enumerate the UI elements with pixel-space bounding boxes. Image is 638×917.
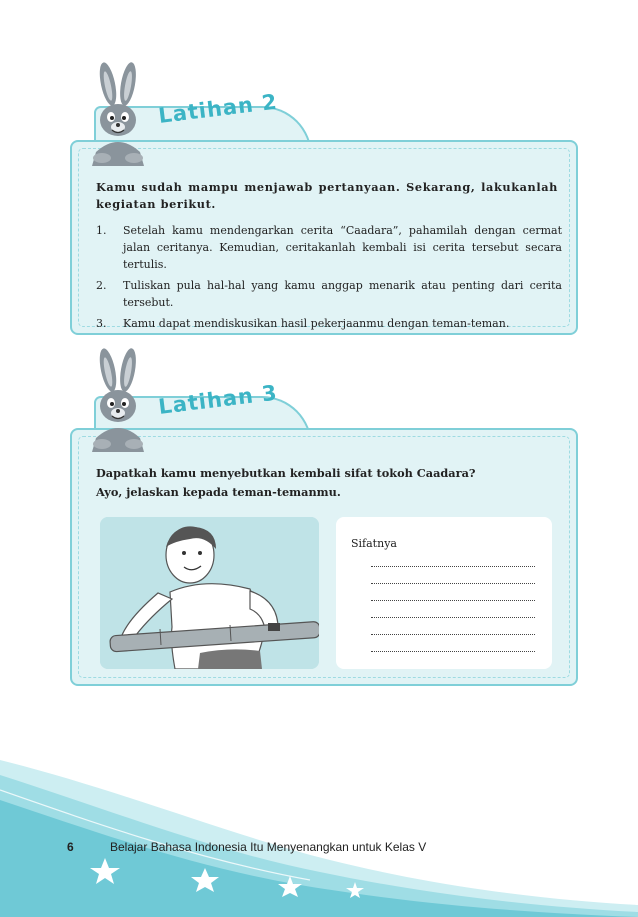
list-item: 2. Tuliskan pula hal-hal yang kamu anggap menarik atau penting dari cerita tersebut. bbox=[96, 279, 562, 309]
answer-line[interactable] bbox=[371, 583, 535, 584]
answer-box bbox=[336, 517, 552, 669]
answer-line[interactable] bbox=[371, 566, 535, 567]
exercise-2-title: Latihan 2 bbox=[157, 89, 279, 128]
book-title-footer: Belajar Bahasa Indonesia Itu Menyenangkan untuk Kelas V bbox=[110, 840, 427, 854]
boy-carrying-bamboo-image bbox=[100, 517, 319, 669]
answer-line[interactable] bbox=[371, 634, 535, 635]
rabbit-mascot-icon bbox=[88, 348, 150, 454]
list-item: 3. Kamu dapat mendiskusikan hasil pekerjaanmu dengan teman-teman. bbox=[96, 317, 510, 330]
answer-line[interactable] bbox=[371, 617, 535, 618]
caadara-illustration bbox=[100, 517, 319, 669]
answer-line[interactable] bbox=[371, 600, 535, 601]
exercise-2-instructions: Kamu sudah mampu menjawab pertanyaan. Sekarang, lakukanlah kegiatan berikut. bbox=[96, 180, 558, 211]
exercise-3-prompt: Ayo, jelaskan kepada teman-temanmu. bbox=[96, 485, 341, 499]
exercise-3-question: Dapatkah kamu menyebutkan kembali sifat tokoh Caadara? bbox=[96, 466, 476, 480]
list-item: 1. Setelah kamu mendengarkan cerita “Caadara”, pahamilah dengan cermat jalan ceritanya. Kemudian, ceritakanlah kembali isi cerita tersebut secara tertulis. bbox=[96, 224, 562, 271]
rabbit-mascot-icon bbox=[88, 62, 150, 168]
page-number: 6 bbox=[67, 840, 74, 854]
answer-label: Sifatnya bbox=[351, 537, 397, 550]
exercise-2-task-list bbox=[96, 222, 562, 336]
answer-line[interactable] bbox=[371, 651, 535, 652]
exercise-3-title: Latihan 3 bbox=[157, 380, 279, 419]
